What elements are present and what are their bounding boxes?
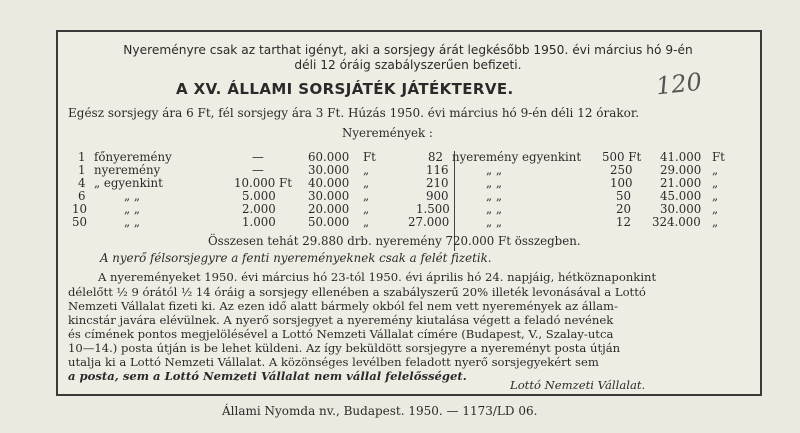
price-line: Egész sorsjegy ára 6 Ft, fél sorsjegy ára 3 Ft. Húzás 1950. évi március hó 9-én déli 12 órakor.	[68, 106, 640, 120]
currency-cell: Ft	[363, 150, 376, 164]
total-line: Összesen tehát 29.880 drb. nyeremény 720.000 Ft összegben.	[208, 234, 581, 248]
count-cell: 1	[78, 150, 86, 164]
label-cell: nyeremény egyenkint	[452, 150, 582, 164]
currency-cell: „	[712, 176, 719, 190]
half-ticket-note: A nyerő félsorsjegyre a fenti nyereményeknek csak a felét fizetik.	[100, 251, 492, 265]
currency-cell: „	[363, 215, 370, 229]
signature: Lottó Nemzeti Vállalat.	[510, 378, 646, 392]
unit-cell: 1.000	[242, 215, 276, 229]
count-cell: 82	[428, 150, 444, 164]
terms-line: és címének pontos megjelölésével a Lottó Nemzeti Vállalat címére (Budapest, V., Szalay-utca	[68, 327, 614, 341]
label-cell: „ „	[486, 215, 502, 229]
terms-line: a posta, sem a Lottó Nemzeti Vállalat nem vállal felelősséget.	[68, 369, 467, 383]
count-cell: 4	[78, 176, 86, 190]
unit-cell: —	[252, 150, 264, 164]
amount-cell: 30.000	[308, 189, 350, 203]
unit-cell: 100	[610, 176, 633, 190]
amount-cell: 45.000	[660, 189, 702, 203]
currency-cell: Ft	[712, 150, 725, 164]
intro-line-1: Nyereményre csak az tarthat igényt, aki a sorsjegy árát legkésőbb 1950. évi március hó 9-én	[123, 43, 693, 57]
label-cell: „ „	[124, 189, 140, 203]
count-cell: 116	[426, 163, 449, 177]
count-cell: 6	[78, 189, 86, 203]
printer-line: Állami Nyomda nv., Budapest. 1950. — 1173/LD 06.	[222, 404, 538, 418]
label-cell: „ „	[124, 202, 140, 216]
currency-cell: „	[712, 202, 719, 216]
currency-cell: „	[363, 163, 370, 177]
terms-line: 10—14.) posta útján is be lehet küldeni. Az így beküldött sorsjegyre a nyereményt posta útján	[68, 341, 621, 355]
label-cell: „ „	[486, 176, 502, 190]
currency-cell: „	[712, 163, 719, 177]
count-cell: 210	[426, 176, 449, 190]
label-cell: nyeremény	[94, 163, 161, 177]
label-cell: „ „	[124, 215, 140, 229]
document-frame	[56, 30, 762, 396]
unit-cell: 250	[610, 163, 633, 177]
unit-cell: 20	[616, 202, 632, 216]
count-cell: 27.000	[408, 215, 450, 229]
terms-line: utalja ki a Lottó Nemzeti Vállalat. A közönséges levélben feladott nyerő sorsjegyekért sem	[68, 355, 599, 369]
label-cell: főnyeremény	[94, 150, 172, 164]
amount-cell: 30.000	[308, 163, 350, 177]
count-cell: 1	[78, 163, 86, 177]
amount-cell: 41.000	[660, 150, 702, 164]
unit-cell: 500 Ft	[602, 150, 642, 164]
amount-cell: 50.000	[308, 215, 350, 229]
terms-line: Nemzeti Vállalat fizeti ki. Az ezen idő alatt bármely okból fel nem vett nyeremények az állam-	[68, 299, 618, 313]
intro-line-2: déli 12 óráig szabályszerűen befizeti.	[294, 58, 522, 72]
unit-cell: —	[252, 163, 264, 177]
unit-cell: 5.000	[242, 189, 276, 203]
amount-cell: 60.000	[308, 150, 350, 164]
amount-cell: 20.000	[308, 202, 350, 216]
terms-line: délelőtt ½ 9 órától ½ 14 óráig a sorsjegy ellenében a szabályszerű 20% illeték levonásával a Lottó	[68, 285, 646, 299]
amount-cell: 324.000	[652, 215, 701, 229]
label-cell: „ „	[486, 189, 502, 203]
unit-cell: 50	[616, 189, 632, 203]
currency-cell: „	[712, 215, 719, 229]
count-cell: 50	[72, 215, 88, 229]
count-cell: 900	[426, 189, 449, 203]
amount-cell: 29.000	[660, 163, 702, 177]
terms-line: A nyereményeket 1950. évi március hó 23-tól 1950. évi április hó 24. napjáig, hétköznaponkint	[98, 270, 657, 284]
amount-cell: 40.000	[308, 176, 350, 190]
currency-cell: „	[363, 176, 370, 190]
terms-line: kincstár javára elévülnek. A nyerő sorsjegyet a nyeremény kiutalása végett a feladó nevének	[68, 313, 614, 327]
amount-cell: 21.000	[660, 176, 702, 190]
currency-cell: „	[363, 202, 370, 216]
page-title: A XV. ÁLLAMI SORSJÁTÉK JÁTÉKTERVE.	[176, 80, 514, 98]
amount-cell: 30.000	[660, 202, 702, 216]
unit-cell: 10.000 Ft	[234, 176, 292, 190]
count-cell: 10	[72, 202, 88, 216]
label-cell: „ egyenkint	[94, 176, 163, 190]
handwritten-note: 120	[654, 67, 704, 101]
label-cell: „ „	[486, 163, 502, 177]
unit-cell: 12	[616, 215, 632, 229]
currency-cell: „	[363, 189, 370, 203]
prizes-heading: Nyeremények :	[342, 126, 433, 140]
count-cell: 1.500	[416, 202, 450, 216]
unit-cell: 2.000	[242, 202, 276, 216]
currency-cell: „	[712, 189, 719, 203]
label-cell: „ „	[486, 202, 502, 216]
